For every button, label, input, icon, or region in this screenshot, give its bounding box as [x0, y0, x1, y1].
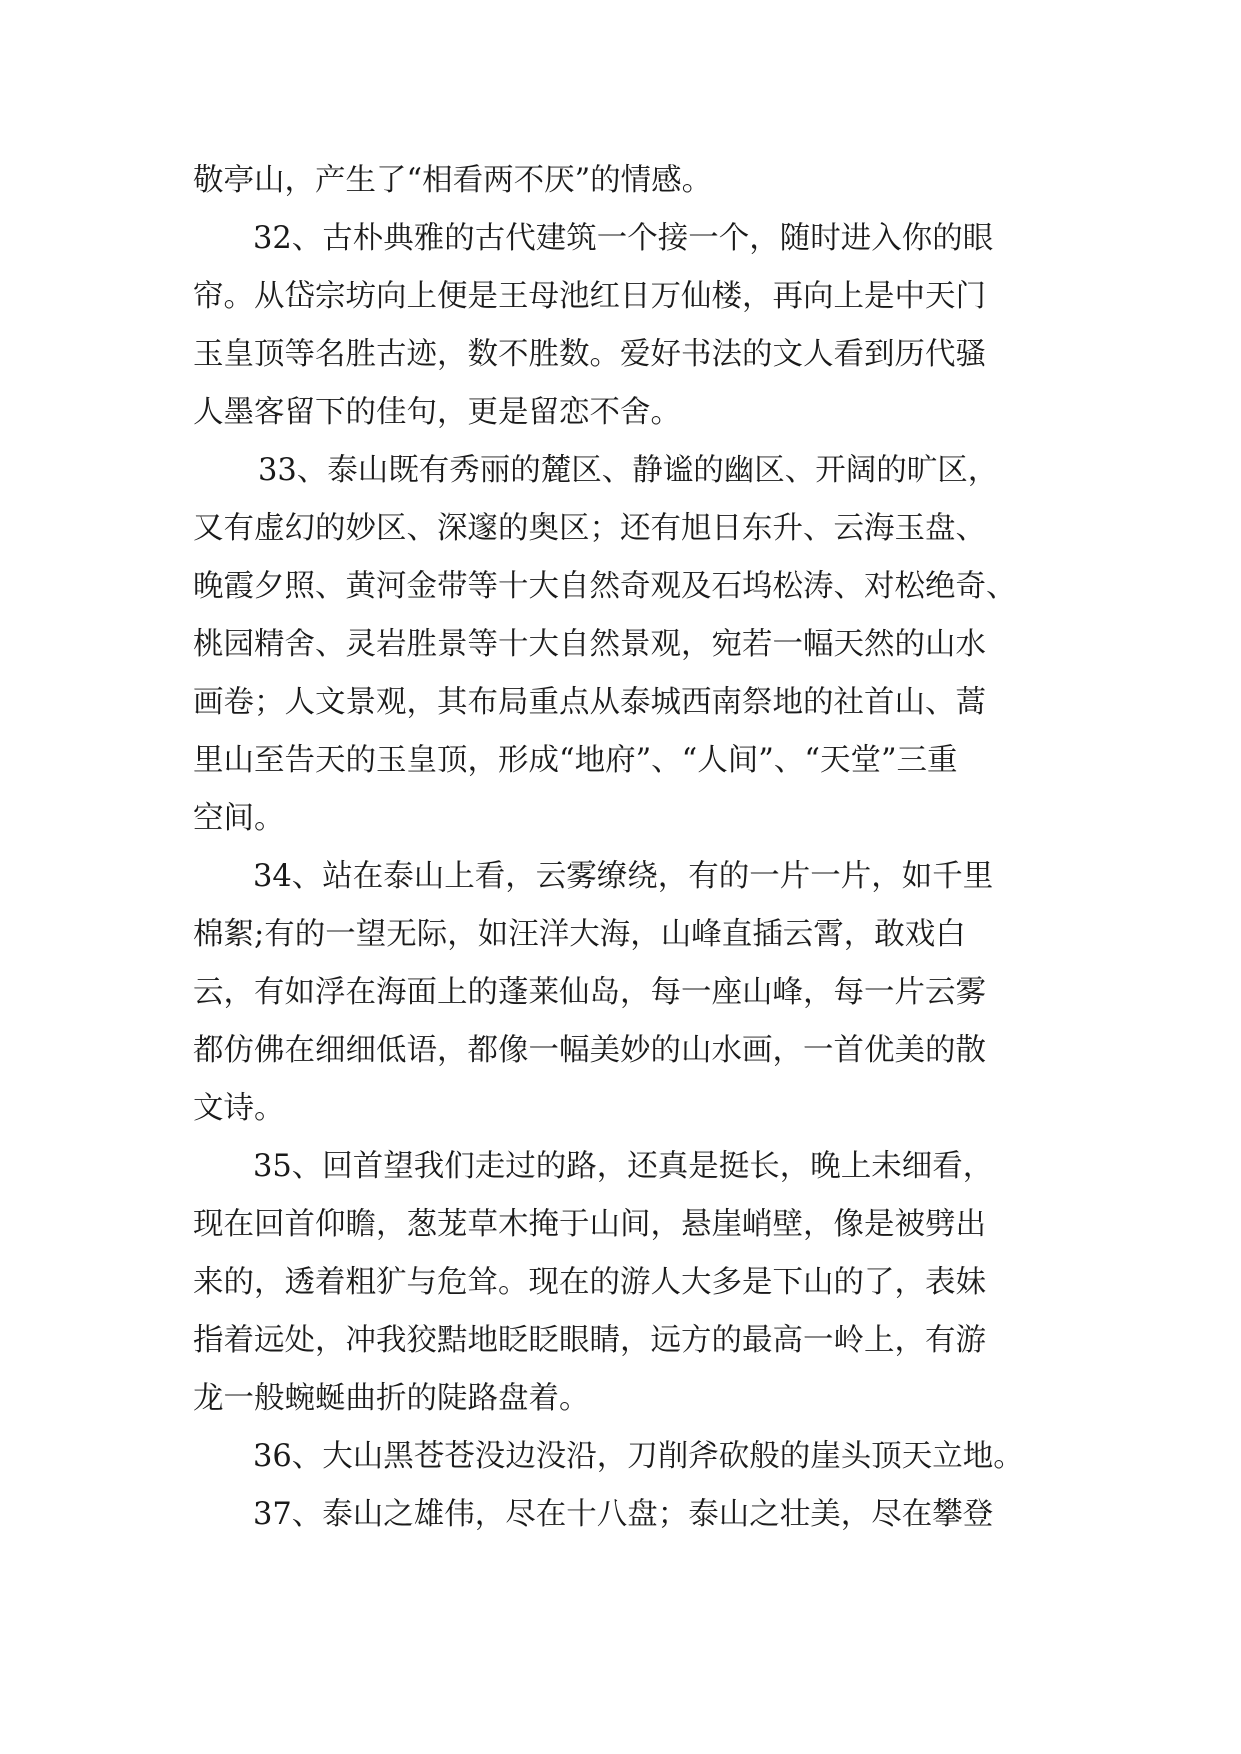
text-line: 空间。	[193, 801, 285, 836]
text-line: 龙一般蜿蜒曲折的陡路盘着。	[193, 1381, 590, 1416]
text-line: 人墨客留下的佳句，更是留恋不舍。	[193, 395, 681, 430]
text-line: 34、站在泰山上看，云雾缭绕，有的一片一片，如千里	[253, 859, 994, 894]
text-line: 又有虚幻的妙区、深邃的奥区；还有旭日东升、云海玉盘、	[193, 511, 986, 546]
text-line: 里山至告天的玉皇顶，形成“地府”、“人间”、“天堂”三重	[193, 743, 958, 778]
text-line: 现在回首仰瞻，葱茏草木掩于山间，悬崖峭壁，像是被劈出	[193, 1207, 986, 1242]
text-line: 玉皇顶等名胜古迹，数不胜数。爱好书法的文人看到历代骚	[193, 337, 986, 372]
text-line: 桃园精舍、灵岩胜景等十大自然景观，宛若一幅天然的山水	[193, 627, 986, 662]
text-line: 来的，透着粗犷与危耸。现在的游人大多是下山的了，表妹	[193, 1265, 986, 1300]
document-body	[193, 152, 1073, 1544]
text-line: 都仿佛在细细低语，都像一幅美妙的山水画，一首优美的散	[193, 1033, 986, 1068]
text-line: 云，有如浮在海面上的蓬莱仙岛，每一座山峰，每一片云雾	[193, 975, 986, 1010]
text-line: 晚霞夕照、黄河金带等十大自然奇观及石坞松涛、对松绝奇、	[193, 569, 1017, 604]
text-line: 37、泰山之雄伟，尽在十八盘；泰山之壮美，尽在攀登	[253, 1497, 994, 1532]
text-line: 33、泰山既有秀丽的麓区、静谧的幽区、开阔的旷区，	[258, 453, 999, 488]
text-line: 指着远处，冲我狡黠地眨眨眼睛，远方的最高一岭上，有游	[193, 1323, 986, 1358]
text-line: 文诗。	[193, 1091, 285, 1126]
text-line: 画卷；人文景观，其布局重点从泰城西南祭地的社首山、蒿	[193, 685, 986, 720]
text-line: 敬亭山，产生了“相看两不厌”的情感。	[193, 163, 713, 198]
text-line: 35、回首望我们走过的路，还真是挺长，晚上未细看，	[253, 1149, 994, 1184]
text-line: 32、古朴典雅的古代建筑一个接一个，随时进入你的眼	[253, 221, 994, 256]
text-line: 棉絮;有的一望无际，如汪洋大海，山峰直插云霄，敢戏白	[193, 917, 966, 952]
text-line: 帘。从岱宗坊向上便是王母池红日万仙楼，再向上是中天门	[193, 279, 986, 314]
text-line: 36、大山黑苍苍没边没沿，刀削斧砍般的崖头顶天立地。	[253, 1439, 1024, 1474]
